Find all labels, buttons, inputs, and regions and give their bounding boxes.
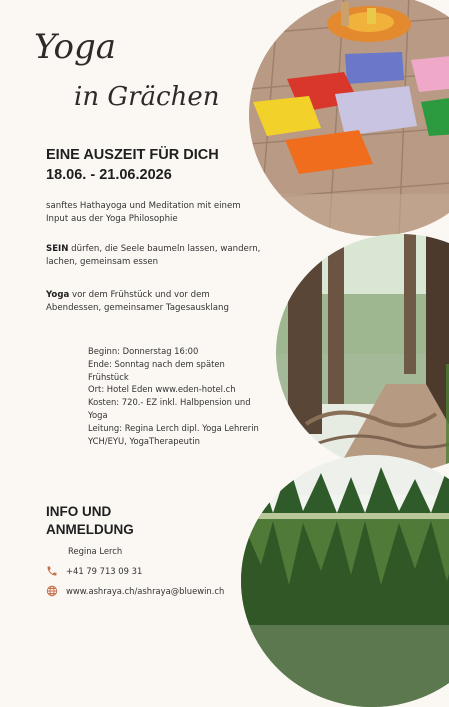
intro-paragraph-2 [46, 243, 261, 268]
headline-tagline: EINE AUSZEIT FÜR DICH [46, 147, 219, 163]
intro-p3-rest: vor dem Frühstück und vor dem Abendessen, gemeinsamer Tagesausklang [46, 290, 229, 313]
yoga-mats-photo [249, 0, 449, 236]
info-heading [46, 503, 134, 539]
contact-name: Regina Lerch [68, 546, 123, 556]
detail-ort: Ort: Hotel Eden www.eden-hotel.ch [88, 384, 236, 395]
title-line-1: Yoga [34, 27, 116, 67]
contact-phone-row[interactable] [46, 565, 142, 577]
contact-web-row[interactable] [46, 585, 224, 597]
contact-phone: +41 79 713 09 31 [66, 566, 143, 576]
forest-path-photo [276, 234, 449, 472]
intro-p3-bold: Yoga [46, 290, 70, 300]
intro-p2-rest: dürfen, die Seele baumeln lassen, wandern, lachen, gemeinsam essen [46, 244, 261, 267]
info-heading-line-1: INFO UND [46, 504, 112, 519]
globe-icon [46, 585, 58, 597]
detail-leitung: Leitung: Regina Lerch dipl. Yoga Lehrerin YCH/EYU, YogaTherapeutin [88, 422, 259, 446]
headline-dates: 18.06. - 21.06.2026 [46, 167, 172, 183]
detail-beginn: Beginn: Donnerstag 16:00 [88, 346, 199, 356]
lake-photo [241, 455, 449, 707]
title-line-2: in Grächen [74, 82, 220, 112]
contact-web: www.ashraya.ch/ashraya@bluewin.ch [66, 586, 225, 596]
intro-p2-bold: SEIN [46, 244, 69, 254]
headline [46, 145, 219, 185]
detail-ende: Ende: Sonntag nach dem späten Frühstück [88, 358, 225, 382]
info-heading-line-2: ANMELDUNG [46, 522, 134, 537]
event-details [88, 345, 268, 447]
detail-kosten: Kosten: 720.- EZ inkl. Halbpension und Yoga [88, 397, 251, 420]
intro-paragraph-1: sanftes Hathayoga und Meditation mit einem Input aus der Yoga Philosophie [46, 201, 241, 224]
intro-paragraph-3 [46, 289, 261, 314]
phone-icon [46, 565, 58, 577]
